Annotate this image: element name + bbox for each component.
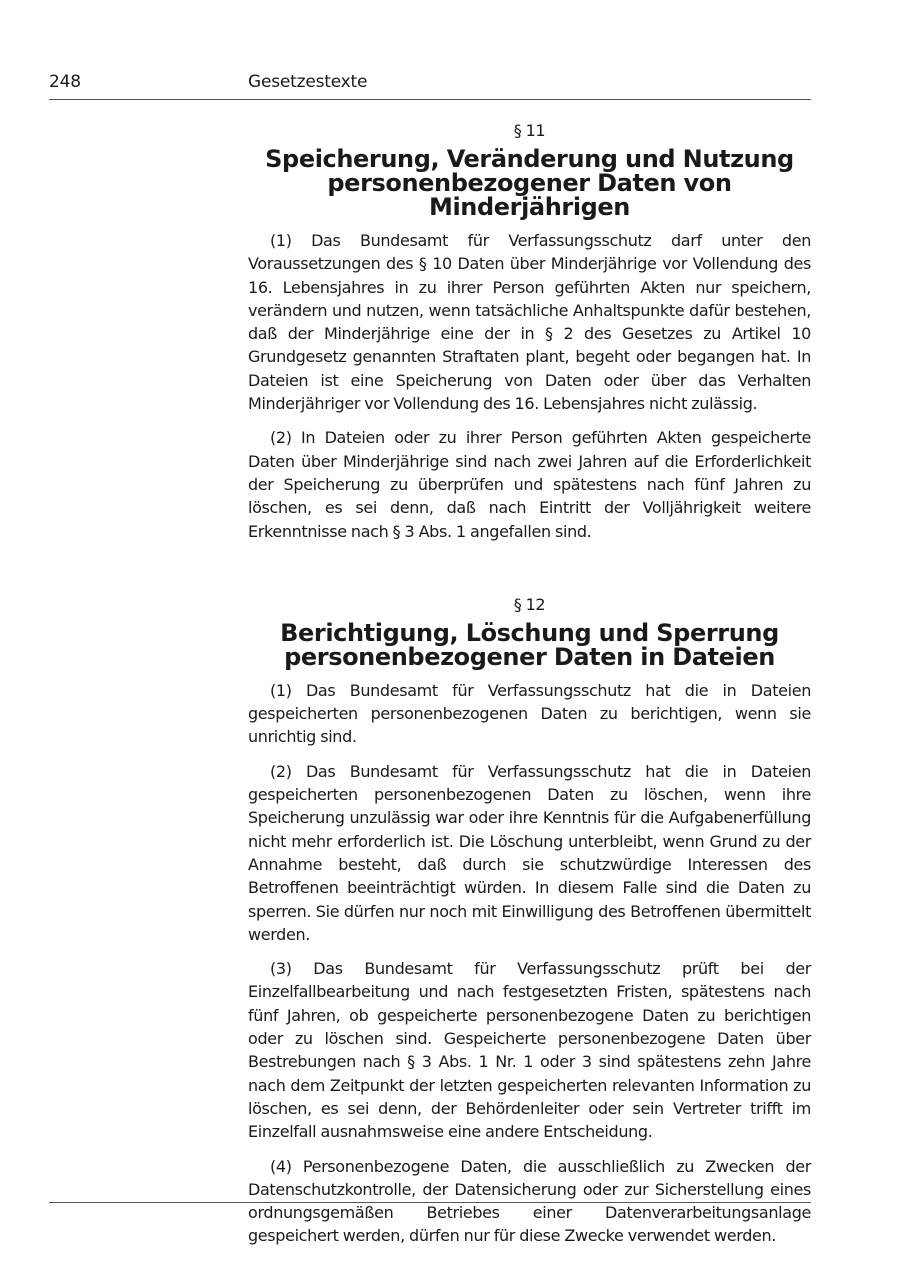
section-title-line: personenbezogener Daten von Minderjährigen: [327, 169, 732, 221]
paragraph: (1) Das Bundesamt für Verfassungsschutz hat die in Dateien gespeicherten personenbezogenen Daten zu berichtigen, wenn sie unrichtig sind.: [248, 680, 811, 747]
section-title: [248, 147, 811, 219]
section-title: [248, 618, 811, 671]
header-rule: [49, 99, 811, 100]
section-11: [248, 114, 811, 543]
page-header: [49, 70, 811, 94]
document-body: [248, 114, 811, 1259]
section-spacer: [248, 554, 811, 588]
page-number: 248: [49, 72, 81, 92]
footer-rule: [49, 1202, 811, 1203]
paragraph: (1) Das Bundesamt für Verfassungsschutz darf unter den Voraussetzungen des § 10 Daten über Minderjährige vor Vollendung des 16. Lebensjahres in zu ihrer Person geführten Akten nur speichern, verändern und nutzen, wenn tatsächliche Anhaltspunkte dafür bestehen, daß der Minderjährige eine der in § 2 des Gesetzes zu Artikel 10 Grundgesetz genannten Straftaten plant, begeht oder begangen hat. In Dateien ist eine Speicherung von Daten oder über das Verhalten Minderjähriger vor Vollendung des 16. Lebensjahres nicht zulässig.: [248, 231, 811, 414]
section-number: § 12: [513, 594, 546, 614]
paragraph: (3) Das Bundesamt für Verfassungsschutz prüft bei der Einzelfallbearbeitung und nach festgesetzten Fristen, spätestens nach fünf Jahren, ob gespeicherte personenbezogene Daten zu berichtigen oder zu löschen sind. Gespeicherte personenbezogene Daten über Bestrebungen nach § 3 Abs. 1 Nr. 1 oder 3 sind spätestens zehn Jahre nach dem Zeitpunkt der letzten gespeicherten relevanten Information zu löschen, es sei denn, der Behördenleiter oder sein Vertreter trifft im Einzelfall ausnahmsweise eine andere Entscheidung.: [248, 959, 811, 1142]
paragraph: (4) Personenbezogene Daten, die ausschließlich zu Zwecken der Datenschutzkontrolle, der Datensicherung oder zur Sicherstellung eines ordnungsgemäßen Betriebes einer Datenverarbeitungsanlage gespeichert werden, dürfen nur für diese Zwecke verwendet werden.: [248, 1156, 811, 1246]
paragraph: (2) Das Bundesamt für Verfassungsschutz hat die in Dateien gespeicherten personenbezogenen Daten zu löschen, wenn ihre Speicherung unzulässig war oder ihre Kenntnis für die Aufgabenerfüllung nicht mehr erforderlich ist. Die Löschung unterbleibt, wenn Grund zu der Annahme besteht, daß durch sie schutzwürdige Interessen des Betroffenen beeinträchtigt würden. In diesem Falle sind die Daten zu sperren. Sie dürfen nur noch mit Einwilligung des Betroffenen übermittelt werden.: [248, 761, 811, 944]
section-title-line: personenbezogener Daten in Dateien: [284, 642, 775, 671]
section-12: [248, 588, 811, 1248]
section-number: § 11: [513, 121, 546, 140]
section-title-line: Speicherung, Veränderung und Nutzung: [265, 145, 794, 173]
paragraph: (2) In Dateien oder zu ihrer Person geführten Akten gespeicherte Daten über Minderjährige sind nach zwei Jahren auf die Erforderlichkeit der Speicherung zu überprüfen und spätestens nach fünf Jahren zu löschen, es sei denn, daß nach Eintritt der Volljährigkeit weitere Erkenntnisse nach § 3 Abs. 1 angefallen sind.: [248, 428, 811, 541]
running-title: Gesetzestexte: [248, 72, 368, 92]
section-title-line: Berichtigung, Löschung und Sperrung: [280, 618, 779, 647]
